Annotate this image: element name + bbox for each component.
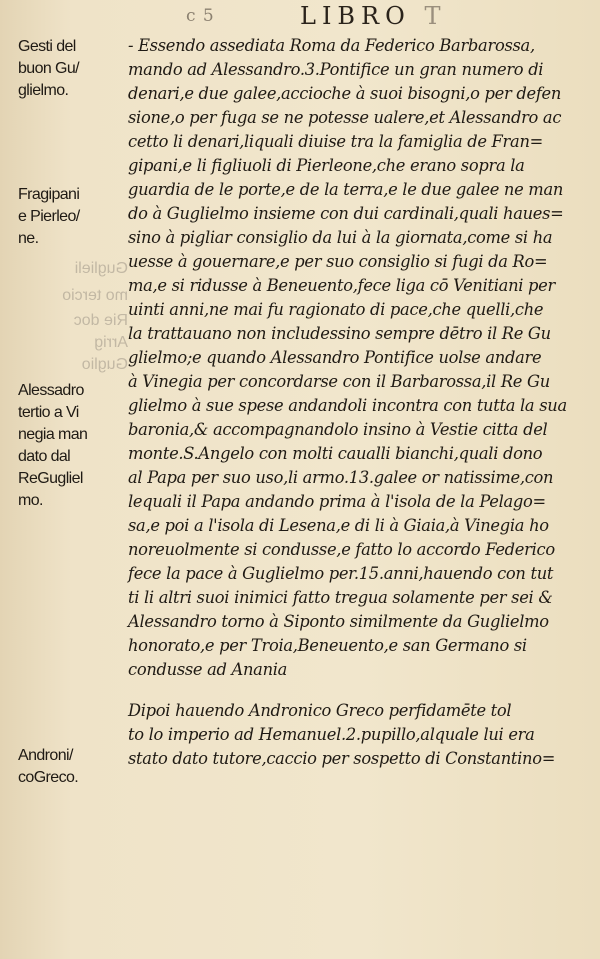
body-line: uesse à gouernare,e per suo consiglio si fugi da Ro= xyxy=(128,252,548,271)
margin-note-line: tertio a Vi xyxy=(18,404,79,421)
body-line: - Essendo assediata Roma da Federico Barbarossa, xyxy=(128,36,535,55)
running-head-ghost: T xyxy=(424,2,447,30)
body-line: al Papa per suo uso,li armo.13.galee or natissime,con xyxy=(128,468,554,487)
body-line: stato dato tutore,caccio per sospetto di Constantino= xyxy=(128,749,556,768)
folio-mark: c 5 xyxy=(186,6,215,26)
running-head xyxy=(300,2,446,30)
margin-note-alessandro xyxy=(18,380,128,512)
show-through-line: Guglieli xyxy=(74,260,128,277)
margin-note-line: ReGugliel xyxy=(18,470,83,487)
margin-note-line: negia man xyxy=(18,426,88,443)
body-line: honorato,e per Troia,Beneuento,e san Germano si xyxy=(128,636,527,655)
margin-note-line: Fragipani xyxy=(18,186,80,203)
body-line: do à Guglielmo insieme con dui cardinali,quali haues= xyxy=(128,204,564,223)
margin-note-gesti xyxy=(18,36,128,102)
body-line: cetto li denari,liquali diuise tra la famiglia de Fran= xyxy=(128,132,543,151)
body-line: Dipoi hauendo Andronico Greco perfidamēte tol xyxy=(128,701,512,720)
margin-note-line: Alessadro xyxy=(18,382,84,399)
body-line: monte.S.Angelo con molti caualli bianchi,quali dono xyxy=(128,444,543,463)
show-through-line: Rie doc xyxy=(73,312,128,329)
body-line: lequali il Papa andando prima à l'isola de la Pelago= xyxy=(128,492,546,511)
body-text xyxy=(128,34,580,771)
body-line: ti li altri suoi inimici fatto tregua solamente per sei & xyxy=(128,588,553,607)
body-line: glielmo;e quando Alessandro Pontifice uolse andare xyxy=(128,348,542,367)
body-line: Alessandro torno à Siponto similmente da Guglielmo xyxy=(128,612,549,631)
margin-note-line: mo. xyxy=(18,492,43,509)
body-line: la trattauano non includessino sempre dētro il Re Gu xyxy=(128,324,551,343)
margin-note-line: Androni/ xyxy=(18,747,73,764)
margin-note-line: e Pierleo/ xyxy=(18,208,80,225)
body-line: noreuolmente si condusse,e fatto lo accordo Federico xyxy=(128,540,555,559)
body-line: uinti anni,ne mai fu ragionato di pace,che quelli,che xyxy=(128,300,544,319)
body-line: sino à pigliar consiglio da lui à la giornata,come si ha xyxy=(128,228,553,247)
body-line: denari,e due galee,accioche à suoi bisogni,o per defen xyxy=(128,84,562,103)
body-line: gipani,e li figliuoli di Pierleone,che erano sopra la xyxy=(128,156,525,175)
page-header xyxy=(0,2,600,32)
body-line: glielmo à sue spese andandoli incontra con tutta la sua xyxy=(128,396,567,415)
body-line: to lo imperio ad Hemanuel.2.pupillo,alquale lui era xyxy=(128,725,535,744)
margin-note-line: ne. xyxy=(18,230,39,247)
body-line: condusse ad Anania xyxy=(128,660,288,679)
show-through-line: Guglio xyxy=(81,356,128,373)
paragraph-gap xyxy=(128,682,580,699)
body-line: mando ad Alessandro.3.Pontifice un gran numero di xyxy=(128,60,544,79)
margin-note-line: glielmo. xyxy=(18,82,69,99)
body-line: baronia,& accompagnandolo insino à Vestie citta del xyxy=(128,420,548,439)
margin-note-line: buon Gu/ xyxy=(18,60,80,77)
body-line: à Vinegia per concordarse con il Barbarossa,il Re Gu xyxy=(128,372,550,391)
margin-note-line: dato dal xyxy=(18,448,71,465)
running-head-title: LIBRO xyxy=(300,2,411,30)
margin-note-line: Gesti del xyxy=(18,38,76,55)
body-line: sa,e poi a l'isola di Lesena,e di li à Giaia,à Vinegia ho xyxy=(128,516,549,535)
margin-note-andronico xyxy=(18,745,128,789)
show-through-line: Arrig xyxy=(94,334,128,351)
body-line: guardia de le porte,e de la terra,e le due galee ne man xyxy=(128,180,564,199)
body-line: sione,o per fuga se ne potesse ualere,et Alessandro ac xyxy=(128,108,562,127)
margin-note-fragipani xyxy=(18,184,128,250)
margin-note-line: coGreco. xyxy=(18,769,79,786)
body-line: fece la pace à Guglielmo per.15.anni,hauendo con tut xyxy=(128,564,554,583)
body-line: ma,e si ridusse à Beneuento,fece liga cō Venitiani per xyxy=(128,276,555,295)
show-through-line: mo tercio xyxy=(62,287,128,304)
